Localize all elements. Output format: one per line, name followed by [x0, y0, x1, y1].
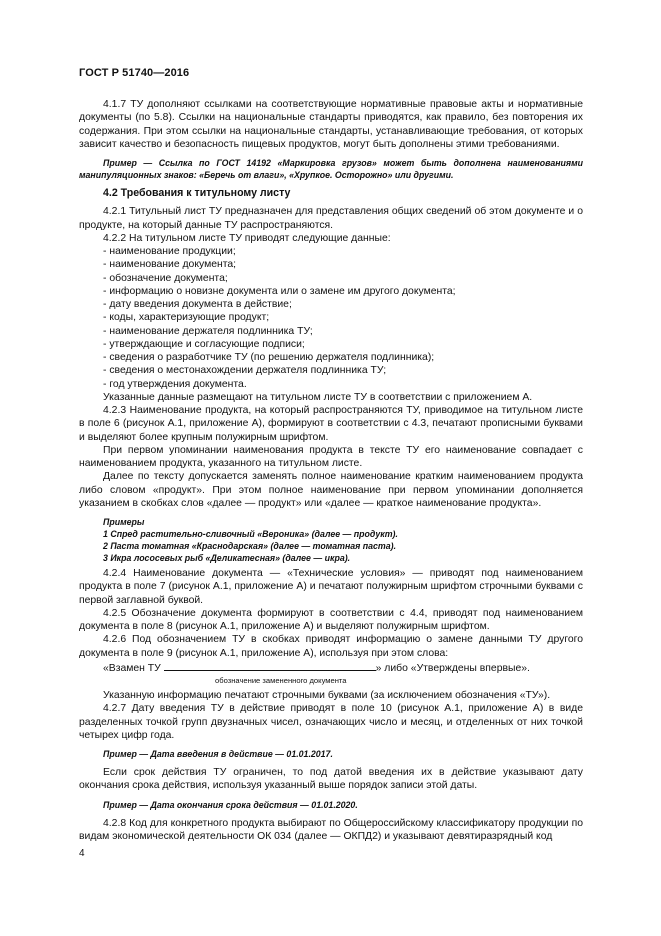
- paragraph-4-2-3-first-mention: При первом упоминании наименования продукта в тексте ТУ его наименование совпадает с наименованием продукта, указанного на титульном листе.: [79, 444, 583, 469]
- list-item: - наименование продукции;: [103, 246, 236, 257]
- blank-line-caption: обозначение замененного документа: [215, 676, 347, 685]
- list-item: - наименование документа;: [103, 259, 237, 271]
- paragraph-4-2-2: 4.2.2 На титульном листе ТУ приводят следующие данные:: [103, 232, 391, 244]
- paragraph-4-2-7: 4.2.7 Дату введения ТУ в действие приводят в поле 10 (рисунок А.1, приложение А) в виде разделенных точкой групп двузначных чисел, означающих число и месяц, и отделенных от них точкой четырех цифр года.: [79, 703, 583, 741]
- paragraph-4-2-3-short-name: Далее по тексту допускается заменять полное наименование кратким наименованием продукта либо словом «продукт». При этом полное наименование при первом упоминании дополняется указанием в скобках слов «далее — продукт» или «далее — краткое наименование продукта».: [79, 471, 583, 509]
- list-item: - информацию о новизне документа или о замене им другого документа;: [103, 285, 456, 297]
- paragraph-4-2-7-expiry: Если срок действия ТУ ограничен, то под датой введения их в действие указывают дату окончания срока действия, используя указанный выше порядок записи этой даты.: [79, 767, 583, 792]
- examples-title: Примеры: [103, 517, 145, 527]
- example-effective-date: Пример — Дата введения в действие — 01.01.2017.: [103, 749, 333, 759]
- example-gost-14192: Пример — Ссылка по ГОСТ 14192 «Маркировка грузов» может быть дополнена наименованиями манипуляционных знаков: «Беречь от влаги», «Хрупкое. Осторожно» или другими.: [79, 158, 583, 180]
- replacement-phrase-end: » либо «Утверждены впервые».: [375, 662, 530, 674]
- paragraph-4-1-7: 4.1.7 ТУ дополняют ссылками на соответствующие нормативные правовые акты и нормативные документы (по 5.8). Ссылки на национальные стандарты приводятся, как правило, без повторения их содержания. При этом ссылки на национальные стандарты, устанавливающие требования, от которых зависит качество и безопасность пищевых продуктов, могут быть дополнены этими требованиями.: [79, 99, 583, 150]
- replacement-phrase-start: «Взамен ТУ: [103, 662, 164, 674]
- list-item: - коды, характеризующие продукт;: [103, 312, 270, 324]
- paragraph-4-2-5: 4.2.5 Обозначение документа формируют в соответствии с 4.4, приводят под наименованием документа в поле 8 (рисунок А.1, приложение А) и выделяют полужирным шрифтом.: [79, 607, 583, 632]
- example-item: 3 Икра лососевых рыб «Деликатесная» (далее — икра).: [103, 553, 351, 563]
- page-number: 4: [79, 848, 85, 859]
- examples-block: [79, 516, 583, 564]
- replacement-blank-line: [164, 660, 376, 671]
- list-item: - сведения о местонахождении держателя подлинника ТУ;: [103, 365, 387, 377]
- paragraph-4-2-6-print-note: Указанную информацию печатают строчными буквами (за исключением обозначения «ТУ»).: [103, 690, 551, 701]
- paragraph-4-2-1: 4.2.1 Титульный лист ТУ предназначен для представления общих сведений об этом документе и о продукте, на который данные ТУ распространяются.: [79, 206, 583, 231]
- list-item: - дату введения документа в действие;: [103, 299, 292, 310]
- document-header: ГОСТ Р 51740—2016: [79, 67, 190, 79]
- paragraph-4-2-3: 4.2.3 Наименование продукта, на который распространяются ТУ, приводимое на титульном листе в поле 6 (рисунок А.1, приложение А), формируют в соответствии с 4.3, печатают прописными буквами и выделяют более крупным полужирным шрифтом.: [79, 405, 583, 443]
- example-item: 2 Паста томатная «Краснодарская» (далее — томатная паста).: [103, 541, 397, 551]
- title-page-data-list: [79, 245, 583, 391]
- replacement-phrase: [79, 660, 583, 675]
- list-item: - наименование держателя подлинника ТУ;: [103, 325, 313, 337]
- paragraph-4-2-4: 4.2.4 Наименование документа — «Технические условия» — приводят под наименованием продукта в поле 7 (рисунок А.1, приложение А) и печатают полужирным шрифтом строчными буквами с первой заглавной буквой.: [79, 568, 583, 606]
- example-item: 1 Спред растительно-сливочный «Вероника» (далее — продукт).: [103, 529, 398, 539]
- example-expiry-date: Пример — Дата окончания срока действия — 01.01.2020.: [103, 799, 358, 810]
- list-item: - год утверждения документа.: [103, 378, 247, 390]
- paragraph-4-2-8: 4.2.8 Код для конкретного продукта выбирают по Общероссийскому классификатору продукции по видам экономической деятельности ОК 034 (далее — ОКПД2) и указывают девятиразрядный код: [79, 817, 583, 842]
- list-item: - обозначение документа;: [103, 272, 228, 284]
- document-body: [79, 98, 583, 843]
- list-item: - утверждающие и согласующие подписи;: [103, 338, 305, 350]
- section-heading-4-2: 4.2 Требования к титульному листу: [103, 187, 291, 199]
- list-item: - сведения о разработчике ТУ (по решению держателя подлинника);: [103, 352, 435, 363]
- paragraph-4-2-6: 4.2.6 Под обозначением ТУ в скобках приводят информацию о замене данными ТУ другого документа в поле 9 (рисунок А.1, приложение А), используя при этом слова:: [79, 634, 583, 659]
- paragraph-4-2-2-placement: Указанные данные размещают на титульном листе ТУ в соответствии с приложением А.: [103, 391, 533, 403]
